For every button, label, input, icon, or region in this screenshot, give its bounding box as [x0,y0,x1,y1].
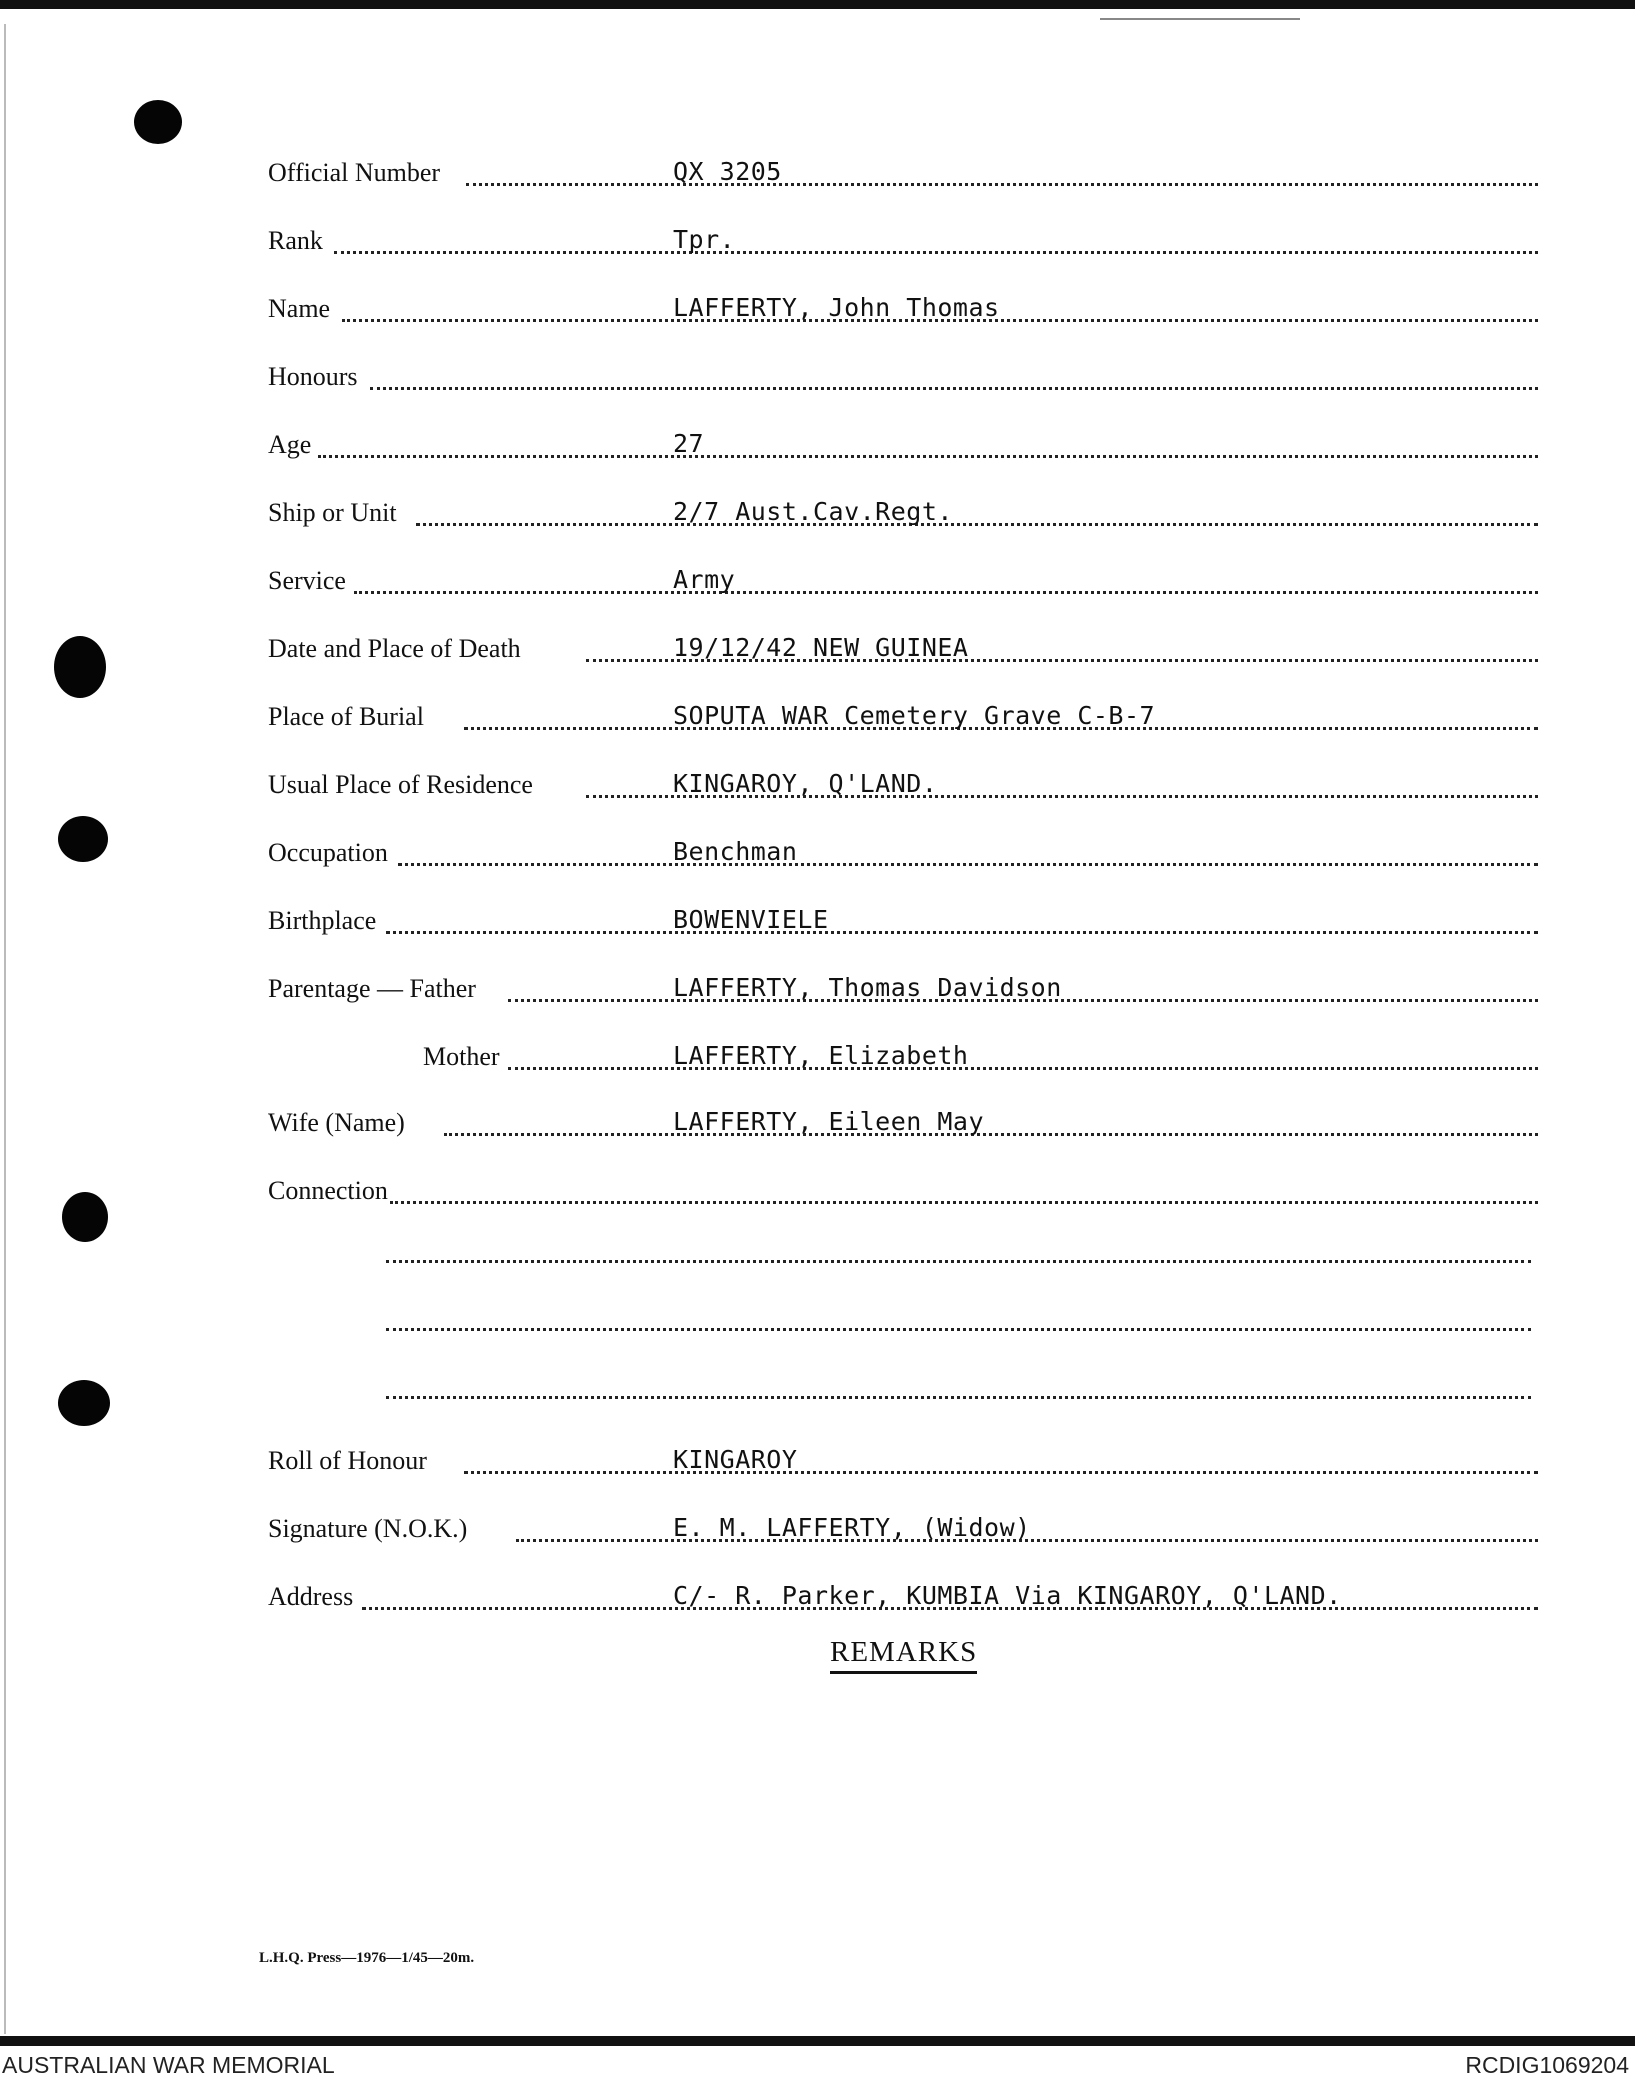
form-row-honours [268,358,1538,398]
form-row-birthplace [268,902,1538,942]
field-value: SOPUTA WAR Cemetery Grave C-B-7 [673,701,1156,730]
field-label: Signature (N.O.K.) [268,1514,468,1543]
connection-extra-line [386,1260,1531,1263]
dotted-leader [466,183,1538,186]
scan-bottom-border [0,2036,1635,2046]
footer-item-id: RCDIG1069204 [1465,2052,1629,2078]
field-value: LAFFERTY, Thomas Davidson [673,973,1062,1002]
form-row-age [268,426,1538,466]
dotted-leader [464,1471,1538,1474]
form-row-mother [268,1038,1538,1078]
punch-hole [58,1380,110,1426]
form-row-signature-nok [268,1510,1538,1550]
press-note: L.H.Q. Press—1976—1/45—20m. [259,1950,475,1966]
field-label: Birthplace [268,906,377,935]
dotted-leader [318,455,1538,458]
dotted-leader [354,591,1538,594]
scan-top-mark [1100,18,1300,20]
dotted-leader [444,1133,1538,1136]
field-value: LAFFERTY, Eileen May [673,1107,985,1136]
form-row-date-place-of-death [268,630,1538,670]
field-label: Name [268,294,331,323]
connection-extra-line [386,1328,1531,1331]
scan-top-border [0,0,1635,9]
field-value: Army [673,565,736,594]
form-row-official-number [268,154,1538,194]
field-label: Honours [268,362,358,391]
form-row-service [268,562,1538,602]
form-row-address [268,1578,1538,1618]
punch-hole [134,100,182,144]
form-row-wife-name [268,1104,1538,1144]
field-value: LAFFERTY, John Thomas [673,293,1000,322]
field-label: Rank [268,226,323,255]
field-label: Roll of Honour [268,1446,427,1475]
dotted-leader [398,863,1538,866]
field-value: BOWENVIELE [673,905,829,934]
form-row-occupation [268,834,1538,874]
field-label: Address [268,1582,354,1611]
dotted-leader [416,523,1538,526]
field-value: Tpr. [673,225,736,254]
field-value: KINGAROY [673,1445,798,1474]
field-label: Official Number [268,158,441,187]
form-row-ship-or-unit [268,494,1538,534]
dotted-leader [334,251,1538,254]
form-row-name [268,290,1538,330]
form-row-roll-of-honour [268,1442,1538,1482]
field-label: Age [268,430,312,459]
field-label: Parentage — Father [268,974,476,1003]
dotted-leader [386,931,1538,934]
dotted-leader [390,1201,1538,1204]
field-value: 19/12/42 NEW GUINEA [673,633,969,662]
punch-hole [58,816,108,862]
field-label: Date and Place of Death [268,634,521,663]
field-value: KINGAROY, Q'LAND. [673,769,938,798]
connection-extra-line [386,1396,1531,1399]
footer-source: AUSTRALIAN WAR MEMORIAL [2,2052,335,2078]
field-value: C/- R. Parker, KUMBIA Via KINGAROY, Q'LAND. [673,1581,1342,1610]
form-row-place-of-burial [268,698,1538,738]
punch-hole [62,1192,108,1242]
scan-left-edge [4,24,6,2034]
field-label: Mother [423,1042,500,1071]
form-row-usual-residence [268,766,1538,806]
field-value: Benchman [673,837,798,866]
field-value: LAFFERTY, Elizabeth [673,1041,969,1070]
dotted-leader [508,1067,1538,1070]
remarks-heading: REMARKS [830,1636,977,1674]
field-value: 2/7 Aust.Cav.Regt. [673,497,953,526]
punch-hole [54,636,106,698]
field-label: Wife (Name) [268,1108,405,1137]
form-row-rank [268,222,1538,262]
field-label: Occupation [268,838,388,867]
field-value: E. M. LAFFERTY, (Widow) [673,1513,1031,1542]
field-label: Service [268,566,346,595]
field-value: 27 [673,429,705,458]
field-label: Connection [268,1176,388,1205]
form-row-connection [268,1172,1538,1212]
form-row-parentage-father [268,970,1538,1010]
field-label: Usual Place of Residence [268,770,533,799]
dotted-leader [370,387,1538,390]
field-label: Place of Burial [268,702,424,731]
field-value: QX 3205 [673,157,782,186]
field-label: Ship or Unit [268,498,397,527]
